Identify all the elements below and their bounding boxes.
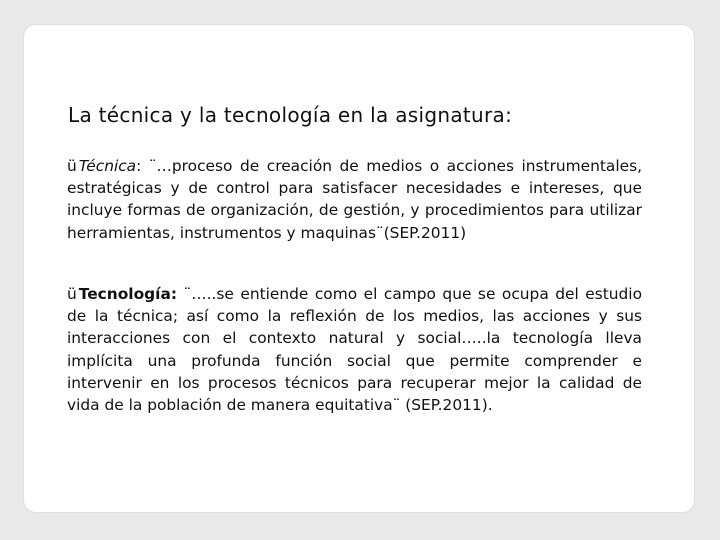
checkmark-bullet: ü <box>67 285 77 303</box>
definition-text: ¨…..se entiende como el campo que se ocupa del estudio de la técnica; así como la reflexión de los medios, las acciones y sus interacciones con el contexto natural y social…..la tecnología lleva implícita una profunda función social que permite comprender e intervenir en los procesos técnicos para recuperar mejor la calidad de vida de la población de manera equitativa¨ (SEP.2011). <box>67 285 642 415</box>
term-tecnica: Técnica <box>78 157 137 175</box>
slide-panel <box>24 25 694 512</box>
slide-title: La técnica y la tecnología en la asignatura: <box>68 103 513 127</box>
definition-tecnologia <box>67 283 642 416</box>
checkmark-bullet: ü <box>67 157 77 175</box>
term-tecnologia: Tecnología: <box>78 285 177 303</box>
definition-text: : ¨…proceso de creación de medios o acciones instrumentales, estratégicas y de control para satisfacer necesidades e intereses, que incluye formas de organización, de gestión, y procedimientos para utilizar herramientas, instrumentos y maquinas¨(SEP.2011) <box>67 157 642 242</box>
definition-tecnica <box>67 155 642 244</box>
